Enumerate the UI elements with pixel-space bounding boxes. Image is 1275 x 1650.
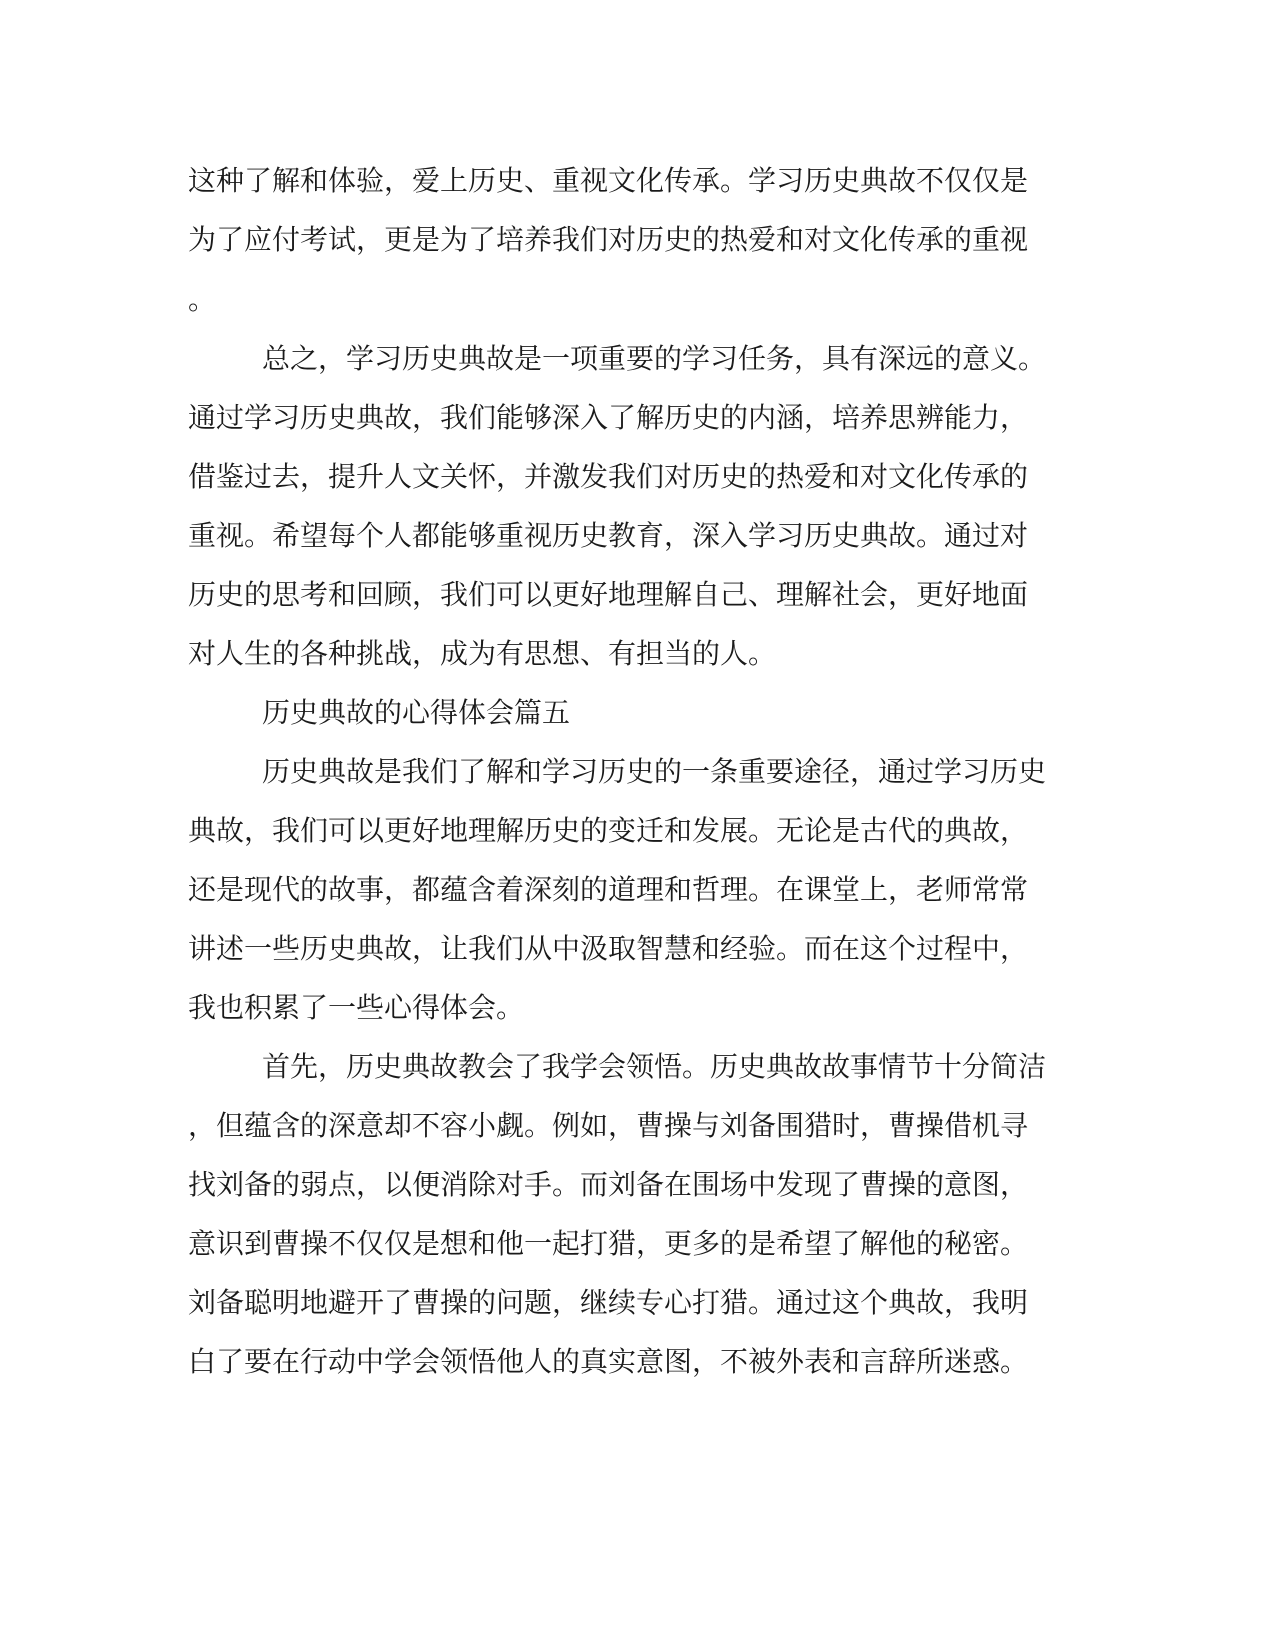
paragraph-start-line: 总之，学习历史典故是一项重要的学习任务，具有深远的意义。 — [262, 342, 1047, 375]
text-line: 典故，我们可以更好地理解历史的变迁和发展。无论是古代的典故， — [188, 814, 1029, 847]
paragraph-start-line: 历史典故是我们了解和学习历史的一条重要途径，通过学习历史 — [262, 755, 1047, 788]
text-line: 为了应付考试，更是为了培养我们对历史的热爱和对文化传承的重视 — [188, 223, 1029, 256]
text-line: 借鉴过去，提升人文关怀，并激发我们对历史的热爱和对文化传承的 — [188, 460, 1029, 493]
text-line: 历史的思考和回顾，我们可以更好地理解自己、理解社会，更好地面 — [188, 578, 1029, 611]
paragraph-start-line: 首先，历史典故教会了我学会领悟。历史典故故事情节十分简洁 — [262, 1050, 1047, 1083]
text-line: 我也积累了一些心得体会。 — [188, 991, 525, 1024]
text-line: 意识到曹操不仅仅是想和他一起打猎，更多的是希望了解他的秘密。 — [188, 1227, 1029, 1260]
text-line: 重视。希望每个人都能够重视历史教育，深入学习历史典故。通过对 — [188, 519, 1029, 552]
text-line: ，但蕴含的深意却不容小觑。例如，曹操与刘备围猎时，曹操借机寻 — [188, 1109, 1029, 1142]
text-line: 这种了解和体验，爱上历史、重视文化传承。学习历史典故不仅仅是 — [188, 164, 1029, 197]
text-line: 还是现代的故事，都蕴含着深刻的道理和哲理。在课堂上，老师常常 — [188, 873, 1029, 906]
section-heading: 历史典故的心得体会篇五 — [262, 696, 571, 729]
text-line: 找刘备的弱点，以便消除对手。而刘备在围场中发现了曹操的意图， — [188, 1168, 1029, 1201]
text-line: 白了要在行动中学会领悟他人的真实意图，不被外表和言辞所迷惑。 — [188, 1345, 1029, 1378]
text-line: 讲述一些历史典故，让我们从中汲取智慧和经验。而在这个过程中， — [188, 932, 1029, 965]
text-line: 通过学习历史典故，我们能够深入了解历史的内涵，培养思辨能力， — [188, 401, 1029, 434]
text-line: 对人生的各种挑战，成为有思想、有担当的人。 — [188, 637, 777, 670]
text-line: 刘备聪明地避开了曹操的问题，继续专心打猎。通过这个典故，我明 — [188, 1286, 1029, 1319]
text-line: 。 — [188, 283, 217, 316]
